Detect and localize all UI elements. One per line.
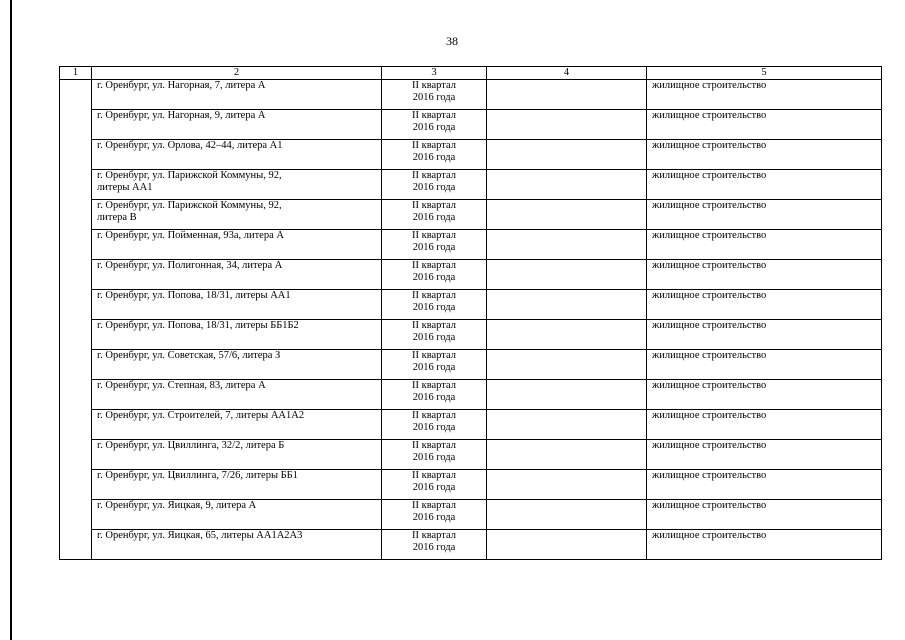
col4-cell (487, 320, 647, 350)
col4-cell (487, 350, 647, 380)
period-cell-text: II квартал 2016 года (411, 500, 457, 523)
period-cell (382, 230, 487, 260)
purpose-cell-text: жилищное строительство (652, 200, 767, 211)
address-cell (92, 470, 382, 500)
address-cell-text: г. Оренбург, ул. Цвиллинга, 7/26, литеры ББ1 (97, 470, 298, 481)
purpose-cell (647, 470, 882, 500)
address-cell (92, 140, 382, 170)
page-number: 38 (446, 34, 458, 48)
col4-cell (487, 440, 647, 470)
purpose-cell-text: жилищное строительство (652, 260, 767, 271)
col4-cell (487, 290, 647, 320)
table-row (60, 440, 882, 470)
address-cell (92, 440, 382, 470)
col4-cell (487, 500, 647, 530)
purpose-cell (647, 410, 882, 440)
address-cell (92, 530, 382, 560)
col4-cell (487, 140, 647, 170)
purpose-cell-text: жилищное строительство (652, 350, 767, 361)
address-cell (92, 320, 382, 350)
header-col-1: 1 (60, 67, 92, 80)
purpose-cell-text: жилищное строительство (652, 80, 767, 91)
address-cell-text: г. Оренбург, ул. Полигонная, 34, литера А (97, 260, 283, 271)
purpose-cell (647, 440, 882, 470)
table-row (60, 230, 882, 260)
address-cell-text: г. Оренбург, ул. Нагорная, 7, литера А (97, 80, 266, 91)
address-cell (92, 260, 382, 290)
address-cell (92, 290, 382, 320)
period-cell-text: II квартал 2016 года (411, 290, 457, 313)
period-cell-text: II квартал 2016 года (411, 410, 457, 433)
address-cell (92, 80, 382, 110)
table-row (60, 140, 882, 170)
page-binding-line (10, 0, 12, 640)
period-cell-text: II квартал 2016 года (411, 530, 457, 553)
table-row (60, 410, 882, 440)
table-body (60, 80, 882, 560)
purpose-cell-text: жилищное строительство (652, 320, 767, 331)
period-cell-text: II квартал 2016 года (411, 350, 457, 373)
period-cell (382, 140, 487, 170)
period-cell-text: II квартал 2016 года (411, 80, 457, 103)
period-cell-text: II квартал 2016 года (411, 140, 457, 163)
col4-cell (487, 260, 647, 290)
table-row (60, 320, 882, 350)
address-cell-text: г. Оренбург, ул. Попова, 18/31, литеры АА1 (97, 290, 291, 301)
purpose-cell-text: жилищное строительство (652, 440, 767, 451)
period-cell (382, 440, 487, 470)
period-cell (382, 410, 487, 440)
purpose-cell-text: жилищное строительство (652, 470, 767, 481)
purpose-cell (647, 290, 882, 320)
period-cell-text: II квартал 2016 года (411, 200, 457, 223)
col4-cell (487, 230, 647, 260)
table-row (60, 530, 882, 560)
address-cell-text: г. Оренбург, ул. Яицкая, 9, литера А (97, 500, 257, 511)
period-cell (382, 500, 487, 530)
col4-cell (487, 380, 647, 410)
period-cell (382, 290, 487, 320)
purpose-cell (647, 320, 882, 350)
address-cell (92, 200, 382, 230)
purpose-cell-text: жилищное строительство (652, 110, 767, 121)
row-number-cell (60, 80, 92, 560)
col4-cell (487, 530, 647, 560)
col4-cell (487, 410, 647, 440)
address-cell (92, 350, 382, 380)
col4-cell (487, 80, 647, 110)
purpose-cell (647, 80, 882, 110)
address-cell (92, 230, 382, 260)
period-cell (382, 470, 487, 500)
table-header-row (60, 67, 882, 80)
address-cell (92, 380, 382, 410)
col4-cell (487, 470, 647, 500)
table-row (60, 500, 882, 530)
col4-cell (487, 110, 647, 140)
period-cell-text: II квартал 2016 года (411, 440, 457, 463)
purpose-cell (647, 230, 882, 260)
address-cell-text: г. Оренбург, ул. Цвиллинга, 32/2, литера Б (97, 440, 285, 451)
header-col-3: 3 (382, 67, 487, 80)
address-cell (92, 170, 382, 200)
purpose-cell-text: жилищное строительство (652, 500, 767, 511)
property-table (59, 66, 882, 560)
period-cell (382, 350, 487, 380)
table-row (60, 470, 882, 500)
table-row (60, 80, 882, 110)
table-row (60, 110, 882, 140)
purpose-cell (647, 380, 882, 410)
col4-cell (487, 170, 647, 200)
purpose-cell-text: жилищное строительство (652, 380, 767, 391)
period-cell-text: II квартал 2016 года (411, 110, 457, 133)
period-cell-text: II квартал 2016 года (411, 320, 457, 343)
address-cell-text: г. Оренбург, ул. Орлова, 42–44, литера А1 (97, 140, 283, 151)
purpose-cell (647, 140, 882, 170)
address-cell-text: г. Оренбург, ул. Парижской Коммуны, 92, литера В (97, 200, 282, 223)
table-row (60, 290, 882, 320)
address-cell-text: г. Оренбург, ул. Строителей, 7, литеры АА1А2 (97, 410, 305, 421)
table-row (60, 380, 882, 410)
table-row (60, 170, 882, 200)
table-row (60, 200, 882, 230)
period-cell-text: II квартал 2016 года (411, 470, 457, 493)
period-cell-text: II квартал 2016 года (411, 230, 457, 253)
header-col-2: 2 (92, 67, 382, 80)
period-cell-text: II квартал 2016 года (411, 170, 457, 193)
purpose-cell (647, 530, 882, 560)
table-row (60, 260, 882, 290)
purpose-cell-text: жилищное строительство (652, 530, 767, 541)
address-cell-text: г. Оренбург, ул. Советская, 57/6, литера З (97, 350, 281, 361)
address-cell-text: г. Оренбург, ул. Нагорная, 9, литера А (97, 110, 266, 121)
table-row (60, 350, 882, 380)
purpose-cell-text: жилищное строительство (652, 230, 767, 241)
address-cell-text: г. Оренбург, ул. Пойменная, 93а, литера А (97, 230, 284, 241)
purpose-cell (647, 200, 882, 230)
period-cell (382, 200, 487, 230)
purpose-cell (647, 350, 882, 380)
period-cell (382, 170, 487, 200)
period-cell (382, 530, 487, 560)
address-cell (92, 500, 382, 530)
period-cell (382, 110, 487, 140)
purpose-cell-text: жилищное строительство (652, 290, 767, 301)
purpose-cell (647, 170, 882, 200)
purpose-cell-text: жилищное строительство (652, 410, 767, 421)
col4-cell (487, 200, 647, 230)
header-col-4: 4 (487, 67, 647, 80)
address-cell-text: г. Оренбург, ул. Яицкая, 65, литеры АА1А2А3 (97, 530, 303, 541)
purpose-cell (647, 260, 882, 290)
period-cell (382, 80, 487, 110)
purpose-cell (647, 110, 882, 140)
purpose-cell-text: жилищное строительство (652, 170, 767, 181)
purpose-cell-text: жилищное строительство (652, 140, 767, 151)
address-cell-text: г. Оренбург, ул. Попова, 18/31, литеры ББ1Б2 (97, 320, 299, 331)
period-cell (382, 260, 487, 290)
purpose-cell (647, 500, 882, 530)
period-cell (382, 380, 487, 410)
address-cell (92, 110, 382, 140)
period-cell-text: II квартал 2016 года (411, 260, 457, 283)
address-cell-text: г. Оренбург, ул. Парижской Коммуны, 92, литеры АА1 (97, 170, 282, 193)
period-cell (382, 320, 487, 350)
header-col-5: 5 (647, 67, 882, 80)
period-cell-text: II квартал 2016 года (411, 380, 457, 403)
address-cell-text: г. Оренбург, ул. Степная, 83, литера А (97, 380, 266, 391)
address-cell (92, 410, 382, 440)
